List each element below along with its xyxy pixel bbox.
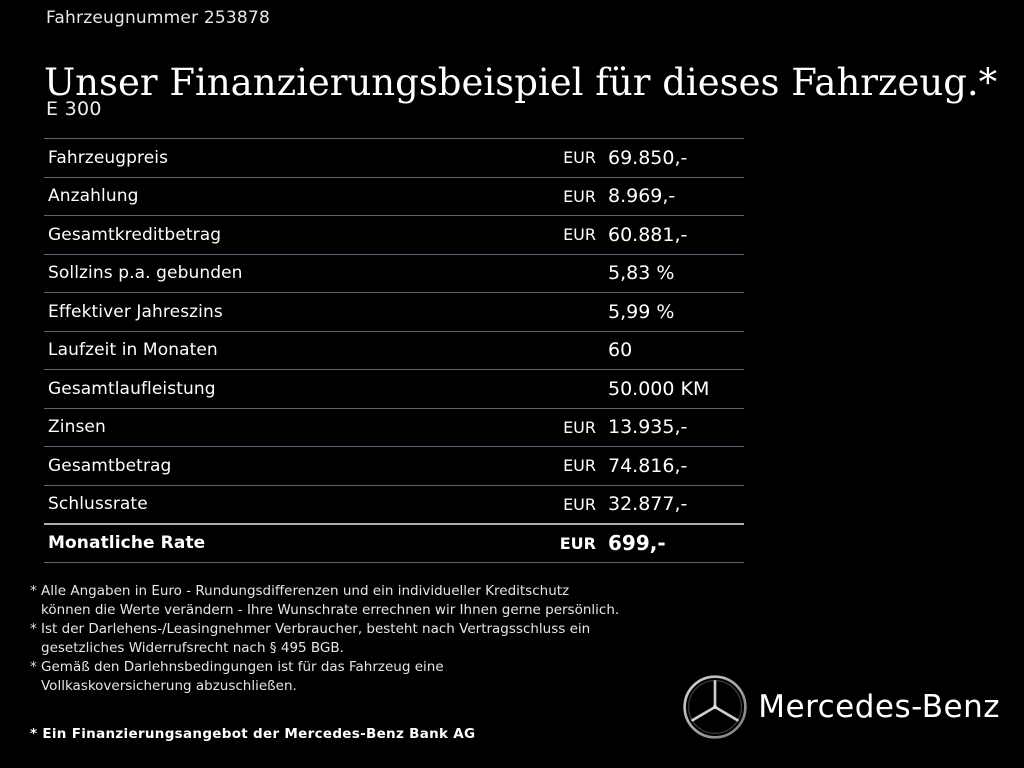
row-value: 50.000 KM [608,377,710,400]
table-row [44,254,744,293]
row-label: Sollzins p.a. gebunden [48,263,243,284]
table-row [44,447,744,486]
row-label: Effektiver Jahreszins [48,301,223,322]
footnote-3-line-2: Vollkaskoversicherung abzuschließen. [41,678,297,694]
row-value: 699,- [608,531,666,555]
table-row [44,485,744,524]
row-currency [534,331,604,370]
table-row-monthly-rate [44,524,744,563]
footnotes [30,582,760,696]
page-title: Unser Finanzierungsbeispiel für dieses Fahrzeug.* [44,60,998,104]
row-currency: EUR [563,186,596,206]
footnote-bank: * Ein Finanzierungsangebot der Mercedes-Benz Bank AG [30,726,476,742]
row-label: Monatliche Rate [48,533,206,553]
footnote-3-line-1: * Gemäß den Darlehnsbedingungen ist für das Fahrzeug eine [30,659,444,675]
row-label: Gesamtbetrag [48,455,172,476]
table-row [44,331,744,370]
row-value: 32.877,- [608,493,688,515]
row-label: Zinsen [48,417,106,438]
mercedes-star-icon [682,674,748,740]
table-row [44,370,744,409]
model-name: E 300 [46,98,102,120]
footnote-1 [30,582,760,620]
row-label: Gesamtlaufleistung [48,378,216,399]
row-currency [534,254,604,293]
row-currency: EUR [563,225,596,245]
row-currency: EUR [563,456,596,476]
row-value: 5,83 % [608,262,675,285]
footnote-3 [30,658,760,696]
financing-table-body [44,139,744,563]
row-label: Schlussrate [48,494,148,514]
row-label: Fahrzeugpreis [48,147,169,168]
table-row [44,216,744,255]
row-value: 69.850,- [608,146,688,169]
row-label: Gesamtkreditbetrag [48,224,222,245]
brand-logo [682,674,1000,740]
footnote-2-line-1: * Ist der Darlehens-/Leasingnehmer Verbraucher, besteht nach Vertragsschluss ein [30,621,591,637]
row-value: 13.935,- [608,416,688,439]
row-value: 60.881,- [608,223,688,246]
vehicle-number: Fahrzeugnummer 253878 [46,8,270,28]
brand-name: Mercedes-Benz [758,689,1000,725]
row-value: 8.969,- [608,185,676,208]
row-value: 74.816,- [608,454,688,477]
footnote-1-line-1: * Alle Angaben in Euro - Rundungsdifferenzen und ein individueller Kreditschutz [30,583,570,599]
row-value: 60 [608,339,633,362]
row-currency: EUR [563,148,596,168]
financing-table [44,138,744,563]
table-row [44,139,744,178]
row-label: Laufzeit in Monaten [48,340,218,361]
footnote-1-line-2: können die Werte verändern - Ihre Wunschrate errechnen wir Ihnen gerne persönlich. [41,602,620,618]
row-currency: EUR [563,494,596,514]
footnote-2-line-2: gesetzliches Widerrufsrecht nach § 495 BGB. [41,640,344,656]
table-row [44,408,744,447]
table-row [44,177,744,216]
table-row [44,293,744,332]
footnote-2 [30,620,760,658]
row-label: Anzahlung [48,186,139,207]
row-currency [534,293,604,332]
row-currency [534,370,604,409]
row-currency: EUR [563,417,596,437]
row-value: 5,99 % [608,300,675,323]
row-currency: EUR [559,533,596,553]
